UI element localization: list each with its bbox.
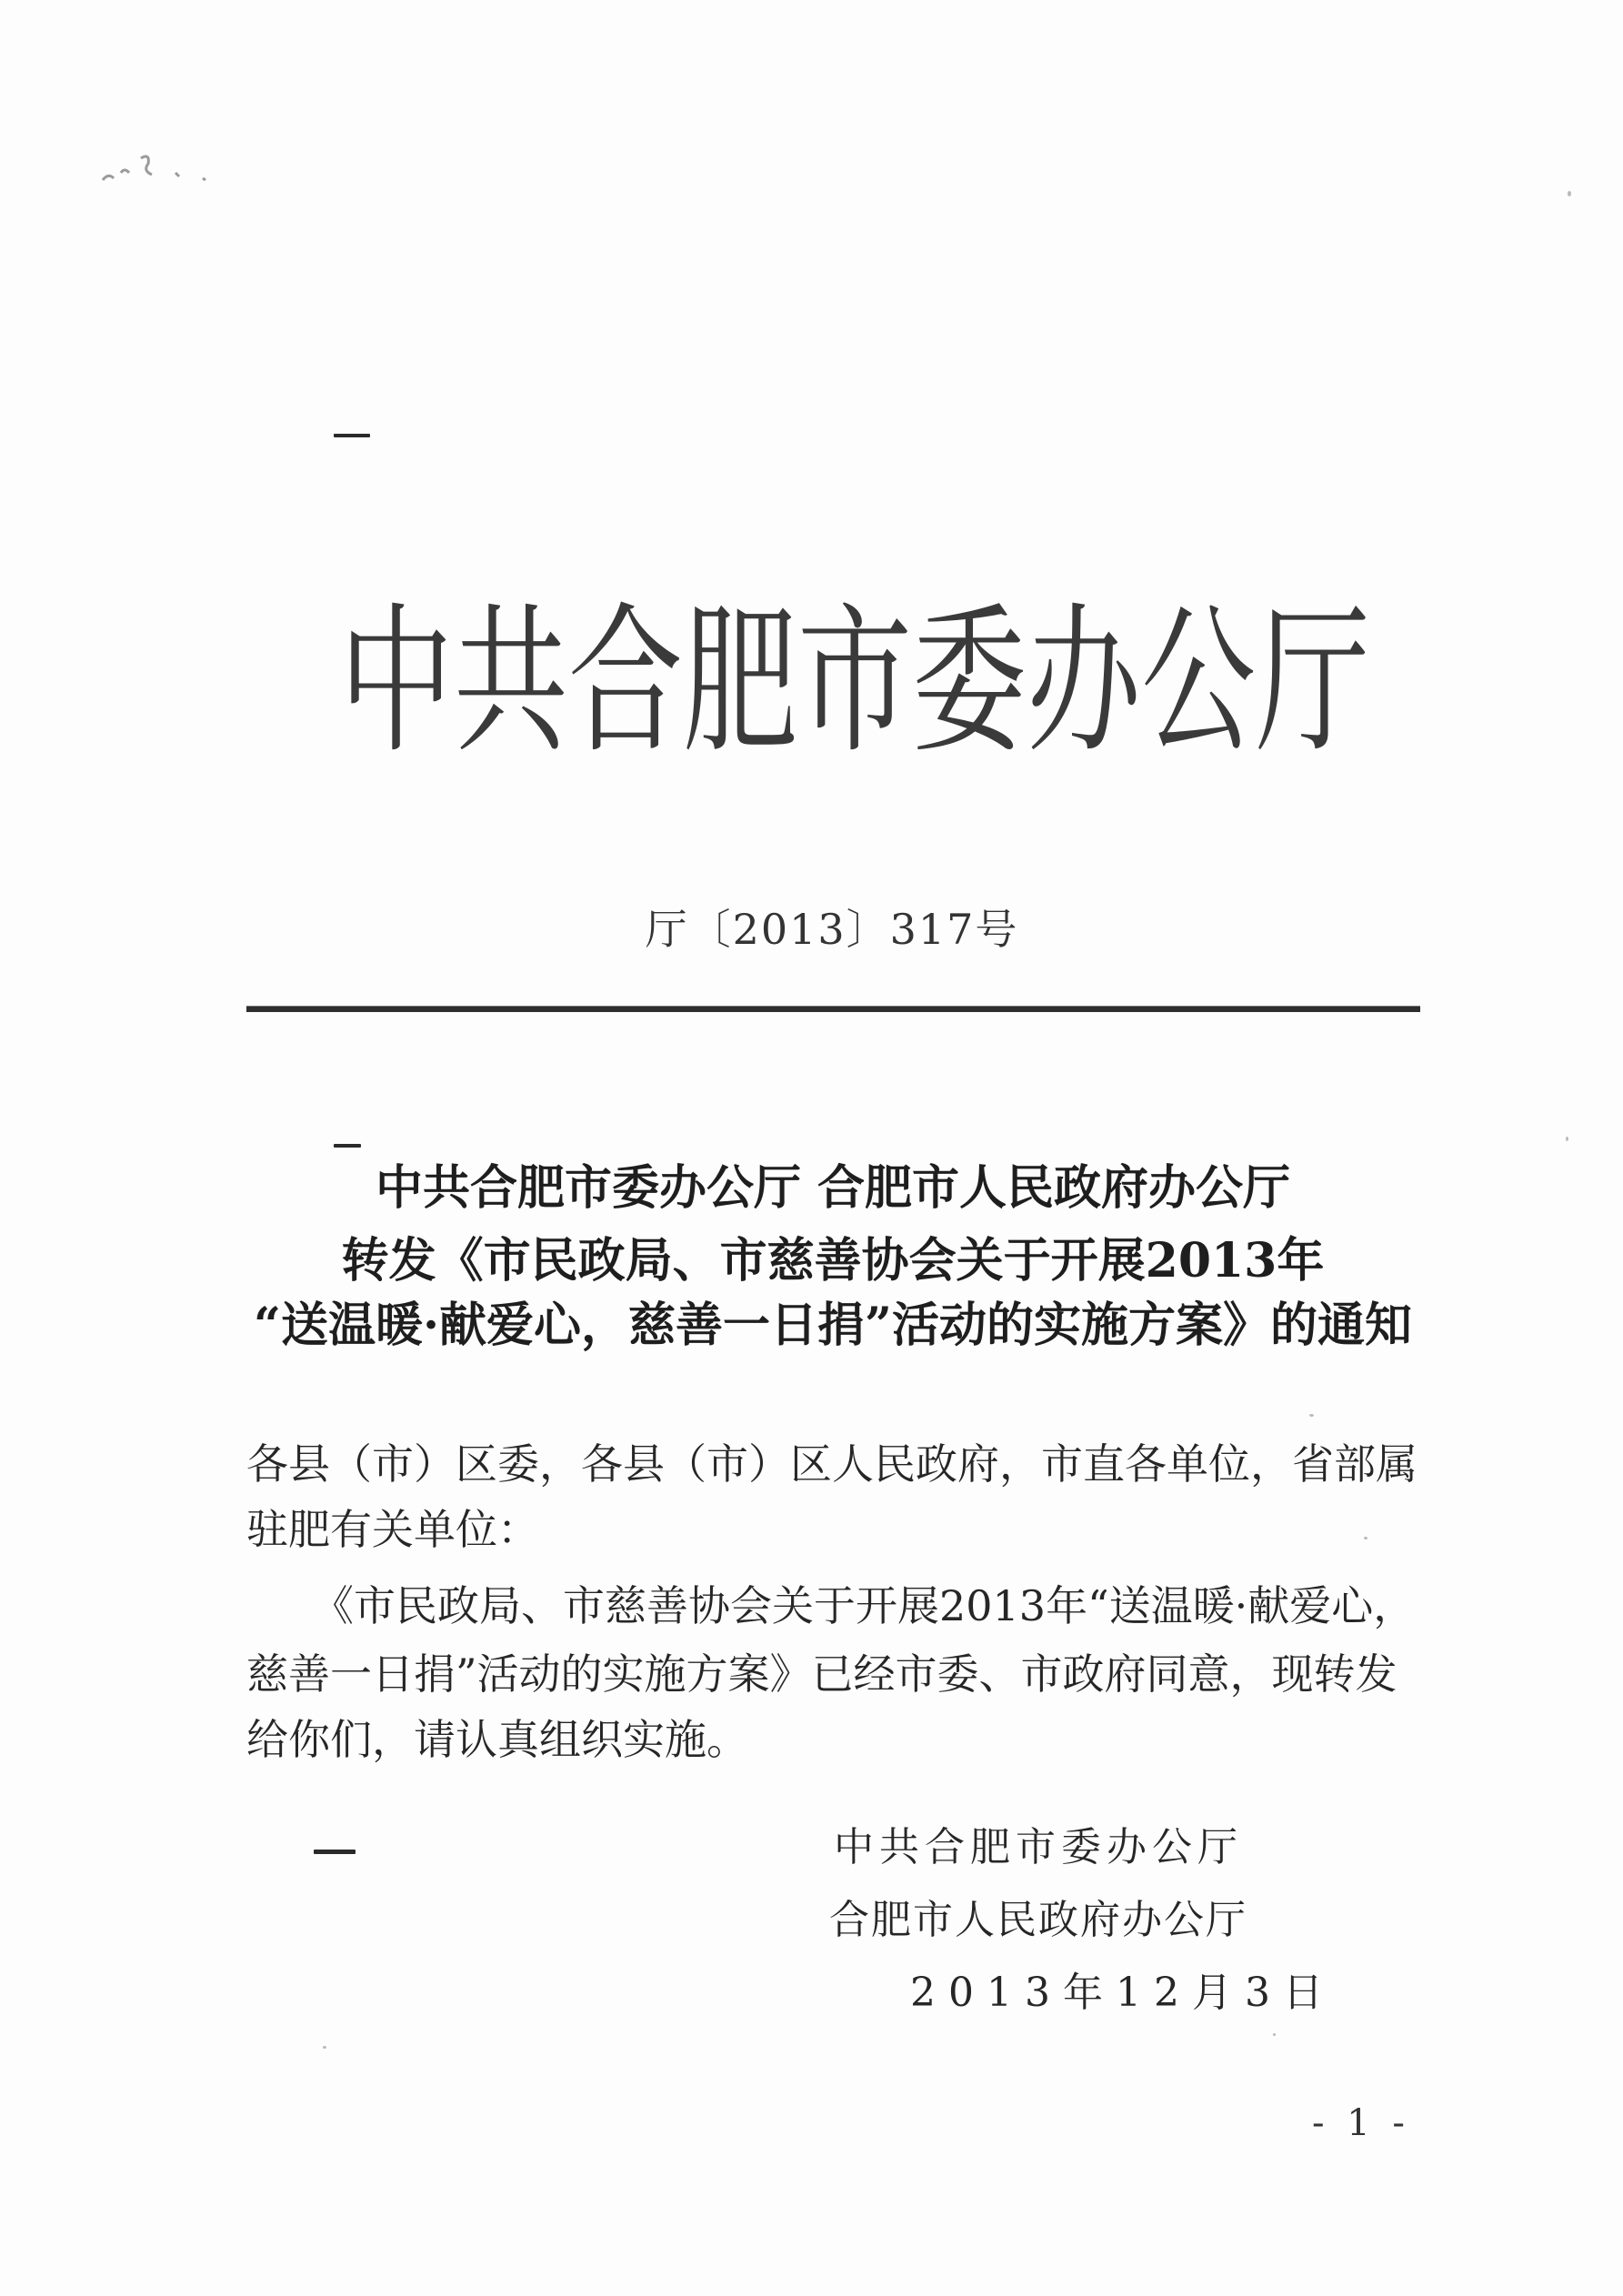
signature-issuer-1: 中共合肥市委办公厅 [834,1824,1243,1870]
signature-date: 2013年12月3日 [910,1970,1336,2016]
document-number: 厅〔2013〕317号 [645,905,1019,954]
document-title-line: 中共合肥市委办公厅 合肥市人民政府办公厅 [375,1160,1291,1216]
scan-mark [334,434,370,437]
scan-dot [323,2046,326,2049]
scan-dot [1309,1414,1314,1417]
body-text-line: 慈善一日捐”活动的实施方案》已经市委、市政府同意，现转发 [246,1649,1398,1699]
addressee-line: 驻肥有关单位： [246,1505,539,1554]
scan-dot [1566,1137,1568,1141]
scan-dot [1568,191,1571,196]
body-text-line: 给你们，请认真组织实施。 [246,1715,748,1764]
issuer-banner: 中共合肥市委办公厅 [339,587,1370,776]
scan-mark [314,1850,356,1854]
addressee-line: 各县（市）区委，各县（市）区人民政府，市直各单位，省部属 [246,1439,1418,1489]
document-title-line: 转发《市民政局、市慈善协会关于开展2013年 [341,1233,1325,1288]
scan-mark [334,1144,361,1148]
header-rule [246,1006,1420,1012]
body-text-line: 《市民政局、市慈善协会关于开展2013年“送温暖·献爱心， [312,1581,1416,1630]
signature-issuer-2: 合肥市人民政府办公厅 [829,1897,1247,1943]
scan-dot [1364,1537,1368,1539]
page-number: - 1 - [1312,2102,1410,2144]
document-title-line: “送温暖·献爱心，慈善一日捐”活动的实施方案》的通知 [254,1298,1412,1353]
scan-smudge [95,145,223,191]
scan-dot [1273,2033,1276,2036]
